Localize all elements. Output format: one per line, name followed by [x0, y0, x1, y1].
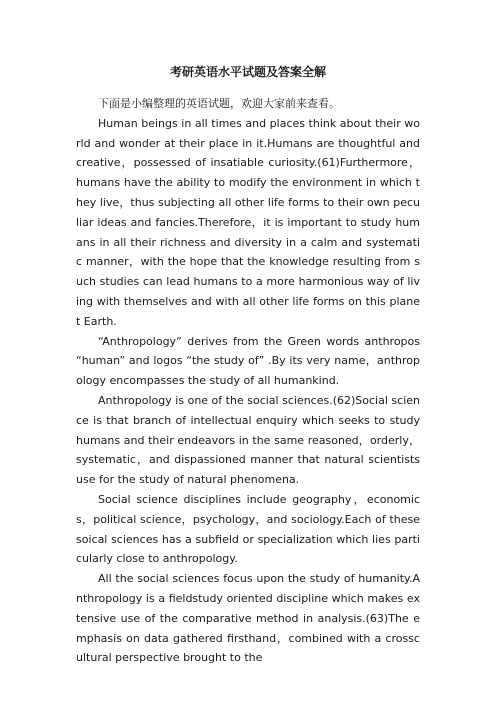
paragraph-1: Human beings in all times and places think about their world and wonder at their place in it.Humans are thoughtful and creative，possessed of insatiable curiosity.(61)Furthermore，humans have the ability to modify the environment in which they live，thus subjecting all other life forms to their own peculiar ideas and fancies.Therefore，it is important to study humans in all their richness and diversity in a calm and systematic manner，with the hope that the knowledge resulting from such studies can lead humans to a more harmonious way of living with themselves and with all other life forms on this planet Earth.	[76, 116, 420, 328]
paragraph-2: “Anthropology” derives from the Green words anthropos “human” and logos “the study of” .By its very name，anthropology encompasses the study of all humankind.	[76, 334, 420, 388]
paragraph-5: All the social sciences focus upon the study of humanity.Anthropology is a fieldstudy oriented discipline which makes extensive use of the comparative method in analysis.(63)The emphasis on data gathered firsthand，combined with a crosscultural perspective brought to the	[76, 572, 420, 665]
paragraph-4: Social science disciplines include geography，economics，political science，psychology，and sociology.Each of thesesoical sciences has a subfield or specialization which lies particularly close to anthropology.	[76, 492, 420, 566]
paragraph-3: Anthropology is one of the social sciences.(62)Social science is that branch of intellectual enquiry which seeks to study humans and their endeavors in the same reasoned，orderly，systematic，and dispassioned manner that natural scientists use for the study of natural phenomena.	[76, 393, 420, 487]
document-title: 考研英语水平试题及答案全解	[169, 65, 326, 79]
intro-paragraph: 下面是小编整理的英语试题，欢迎大家前来查看。	[98, 97, 340, 110]
